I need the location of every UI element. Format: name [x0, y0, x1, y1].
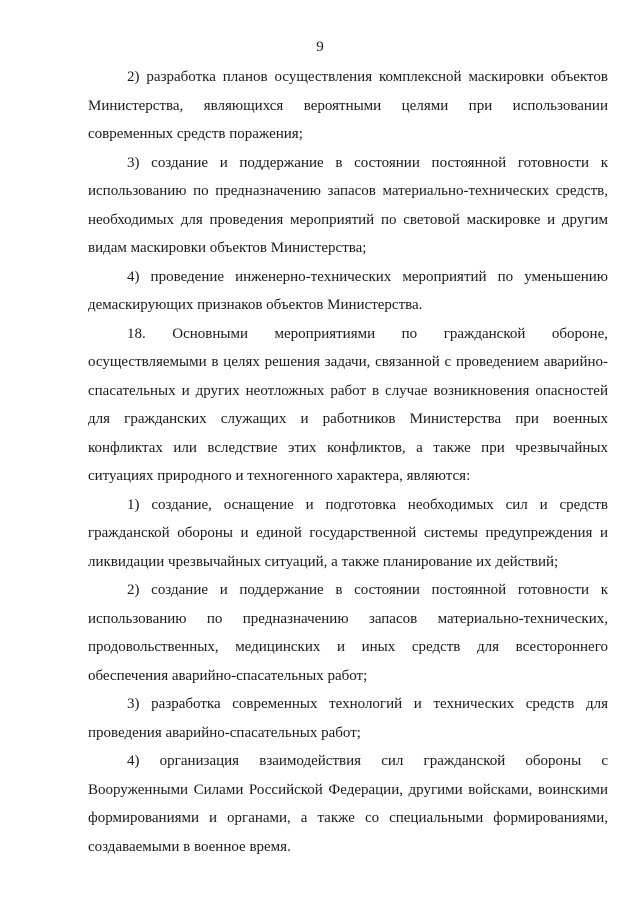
- paragraph-item-4-cooperation: 4) организация взаимодействия сил гражданской обороны с Вооруженными Силами Российской Федерации, другими войсками, воинскими формированиями и органами, а также со специальными формированиями, создаваемыми в военное время.: [88, 753, 608, 855]
- paragraph-item-1-forces-preparation: 1) создание, оснащение и подготовка необходимых сил и средств гражданской обороны и единой государственной системы предупреждения и ликвидации чрезвычайных ситуаций, а также планирование их действий;: [88, 496, 608, 570]
- paragraph-item-3-technologies: 3) разработка современных технологий и технических средств для проведения аварийно-спасательных работ;: [88, 696, 608, 741]
- paragraph-item-3-material-reserves: 3) создание и поддержание в состоянии постоянной готовности к использованию по предназначению запасов материально-технических средств, необходимых для проведения мероприятий по световой маскировке и другим видам маскировки объектов Министерства;: [88, 154, 608, 256]
- paragraph-item-2-reserves-readiness: 2) создание и поддержание в состоянии постоянной готовности к использованию по предназначению запасов материально-технических, продовольственных, медицинских и иных средств для всестороннего обеспечения аварийно-спасательных работ;: [88, 582, 608, 684]
- paragraph-item-4-engineering-measures: 4) проведение инженерно-технических мероприятий по уменьшению демаскирующих признаков объектов Министерства.: [88, 268, 608, 313]
- paragraph-item-2-camouflage-plans: 2) разработка планов осуществления комплексной маскировки объектов Министерства, являющихся вероятными целями при использовании современных средств поражения;: [88, 69, 608, 142]
- page-number: 9: [316, 39, 324, 55]
- document-body: [88, 63, 608, 861]
- paragraph-section-18: 18. Основными мероприятиями по гражданской обороне, осуществляемыми в целях решения задачи, связанной с проведением аварийно-спасательных и других неотложных работ в случае возникновения опасностей для гражданских служащих и работников Министерства при военных конфликтах или вследствие этих конфликтов, а также при чрезвычайных ситуациях природного и техногенного характера, являются:: [88, 325, 608, 484]
